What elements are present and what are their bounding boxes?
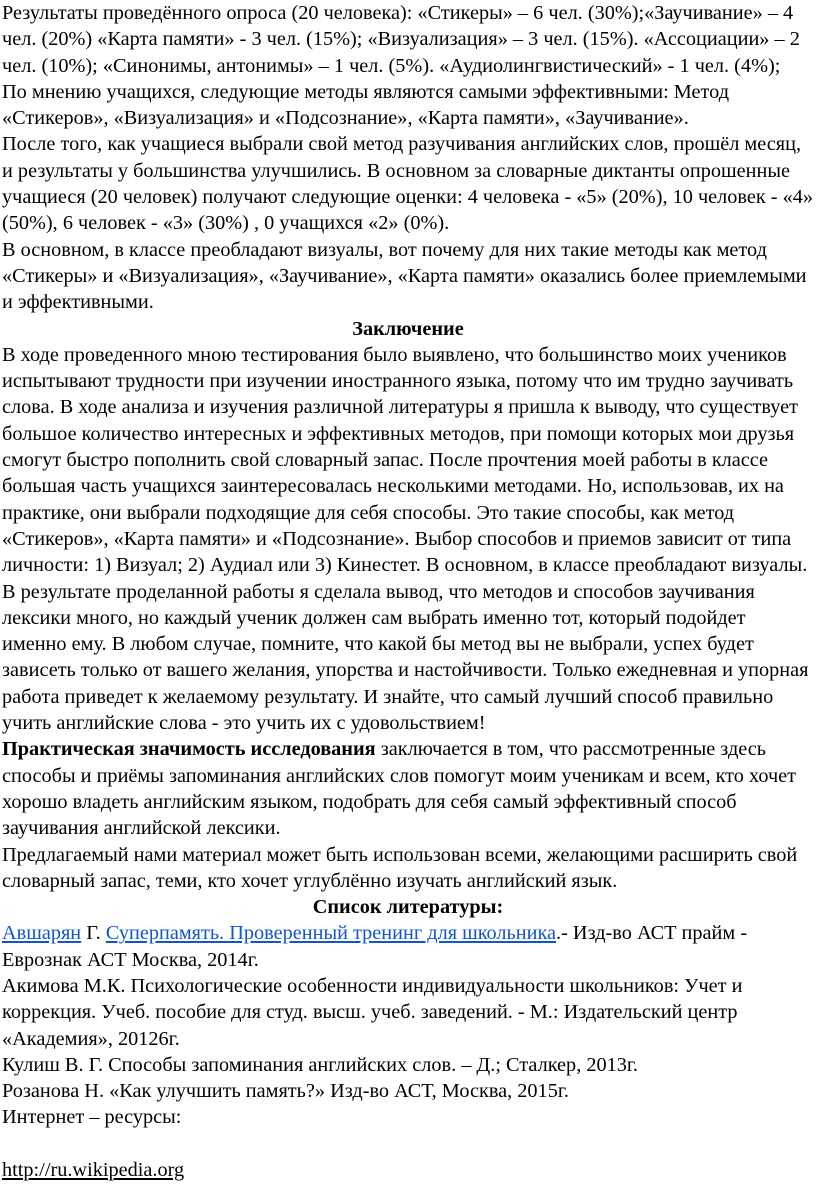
reference-publisher: .- Изд-во АСТ прайм - Еврознак АСТ Москва, 2014г. xyxy=(2,922,748,971)
survey-results-paragraph: Результаты проведённого опроса (20 человека): «Стикеры» – 6 чел. (30%);«Заучивание» – 4 чел. (20%) «Карта памяти» - 3 чел. (15%); «Визуализация» – 3 чел. (15%). «Ассоциации» – 2 чел. (10%); «Синонимы, антонимы» – 1 чел. (5%). «Аудиолингвистический» - 1 чел. (4%); xyxy=(2,2,800,77)
document-page xyxy=(2,0,814,1183)
conclusion-heading: Заключение xyxy=(352,317,464,340)
effective-methods-paragraph: По мнению учащихся, следующие методы являются самыми эффективными: Метод «Стикеров», «Визуализация» и «Подсознание», «Карта памяти», «Заучивание». xyxy=(2,80,730,130)
reference-author-initial: Г. xyxy=(81,922,106,945)
material-usage-paragraph: Предлагаемый нами материал может быть использован всеми, желающими расширить свой словарный запас, теми, кто хочет углублённо изучать английский язык. xyxy=(2,843,798,892)
blank-line xyxy=(2,1131,814,1157)
reference-title-link[interactable]: Суперпамять. Проверенный тренинг для школьника xyxy=(105,922,557,945)
reference-item-2: Акимова М.К. Психологические особенности индивидуальности школьников: Учет и коррекция. Учеб. пособие для студ. высш. учеб. заведений. - М.: Издательский центр «Академия», 20126г. xyxy=(2,974,743,1050)
practical-significance-label: Практическая значимость исследования xyxy=(2,738,376,761)
wikipedia-url: http://ru.wikipedia.org xyxy=(2,1158,185,1181)
reference-author-link[interactable]: Авшарян xyxy=(2,922,82,945)
url-line xyxy=(2,1157,814,1183)
internet-resources-label: Интернет – ресурсы: xyxy=(2,1106,182,1129)
reference-item-1 xyxy=(2,920,814,973)
reference-item-3: Кулиш В. Г. Способы запоминания английских слов. – Д.; Сталкер, 2013г. xyxy=(2,1053,639,1076)
results-improvement-paragraph: После того, как учащиеся выбрали свой метод разучивания английских слов, прошёл месяц, и результаты у большинства улучшились. В основном за словарные диктанты опрошенные учащиеся (20 человек) получают следующие оценки: 4 человека - «5» (20%), 10 человек - «4» (50%), 6 человек - «3» (30%) , 0 учащихся «2» (0%). xyxy=(2,133,814,235)
practical-significance-paragraph xyxy=(2,736,814,841)
conclusion-paragraph-1: В ходе проведенного мною тестирования было выявлено, что большинство моих учеников испытывают трудности при изучении иностранного языка, потому что им трудно заучивать слова. В ходе анализа и изучения различной литературы я пришла к выводу, что существует большое количество интересных и эффективных методов, при помощи которых мои друзья смогут быстро пополнить свой словарный запас. После прочтения моей работы в классе большая часть учащихся заинтересовалась несколькими методами. Но, использовав, их на практике, они выбрали подходящие для себя способы. Это такие способы, как метод «Стикеров», «Карта памяти» и «Подсознание». Выбор способов и приемов зависит от типа личности: 1) Визуал; 2) Аудиал или 3) Кинестет. В основном, в классе преобладают визуалы. xyxy=(2,343,808,577)
conclusion-paragraph-2: В результате проделанной работы я сделала вывод, что методов и способов заучивания лексики много, но каждый ученик должен сам выбрать именно тот, который подойдет именно ему. В любом случае, помните, что какой бы метод вы не выбрали, успех будет зависеть только от вашего желания, упорства и настойчивости. Только ежедневная и упорная работа приведет к желаемому результату. И знайте, что самый лучший способ правильно учить английские слова - это учить их с удовольствием! xyxy=(2,580,809,735)
reference-item-4: Розанова Н. «Как улучшить память?» Изд-во АСТ, Москва, 2015г. xyxy=(2,1080,569,1103)
visuals-paragraph: В основном, в классе преобладают визуалы, вот почему для них такие методы как метод «Стикеры» и «Визуализация», «Заучивание», «Карта памяти» оказались более приемлемыми и эффективными. xyxy=(2,238,807,314)
references-heading: Список литературы: xyxy=(312,896,504,919)
practical-significance-text: заключается в том, что рассмотренные здесь способы и приёмы запоминания английских слов помогут моим ученикам и всем, кто хочет хорошо владеть английским языком, подобрать для себя самый эффективный способ заучивания английской лексики. xyxy=(2,738,797,840)
